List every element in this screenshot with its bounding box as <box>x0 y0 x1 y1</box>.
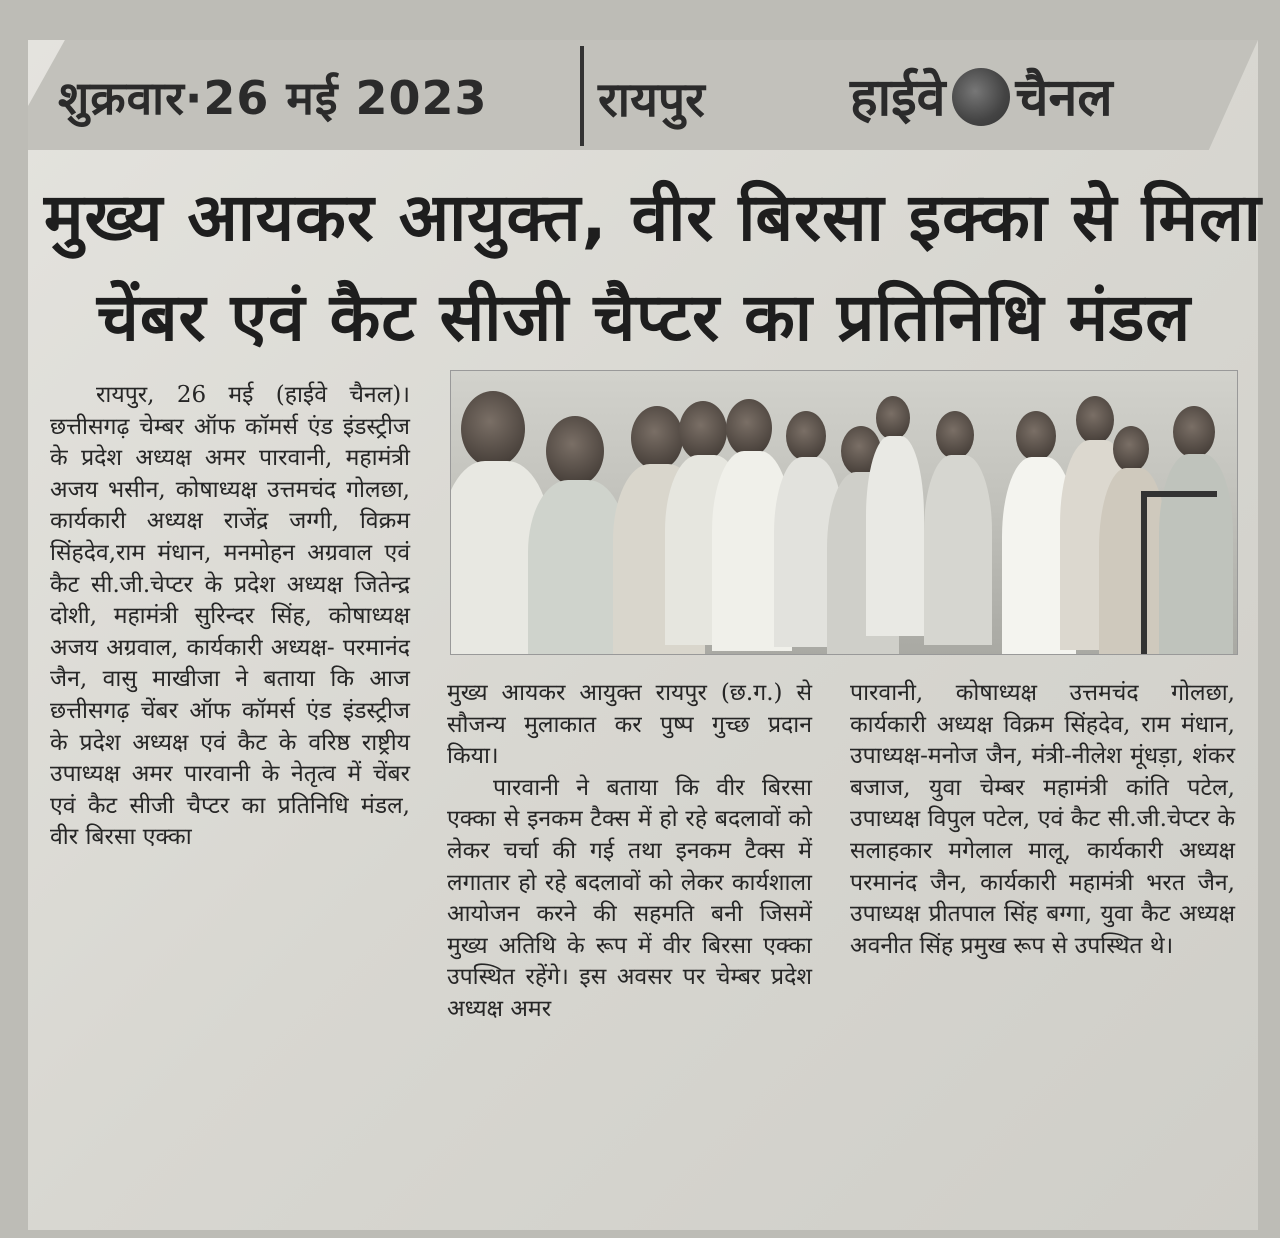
headline-line-1: मुख्य आयकर आयुक्त, वीर बिरसा इक्का से मिला <box>44 179 1262 256</box>
article-paragraph: पारवानी, कोषाध्यक्ष उत्तमचंद गोलछा, कार्यकारी अध्यक्ष विक्रम सिंहदेव, राम मंधान, उपाध्यक्ष-मनोज जैन, मंत्री-नीलेश मूंधड़ा, शंकर बजाज, युवा चेम्बर महामंत्री कांति पटेल, उपाध्यक्ष विपुल पटेल, एवं कैट सी.जी.चेप्टर के सलाहकार मगेलाल मालू, कार्यकारी अध्यक्ष परमानंद जैन, कार्यकारी महामंत्री भरत जैन, उपाध्यक्ष प्रीतपाल सिंह बग्गा, युवा कैट अध्यक्ष अवनीत सिंह प्रमुख रूप से उपस्थित थे। <box>850 680 1235 959</box>
brand-logo-icon <box>952 68 1010 126</box>
news-photo <box>450 370 1238 655</box>
newspaper-brand <box>850 60 1113 131</box>
headline-line-2: चेंबर एवं कैट सीजी चैप्टर का प्रतिनिधि मंडल <box>96 279 1192 356</box>
article-paragraph: मुख्य आयकर आयुक्त रायपुर (छ.ग.) से सौजन्य मुलाकात कर पुष्प गुच्छ प्रदान किया। <box>447 680 812 770</box>
brand-left: हाईवे <box>850 68 946 128</box>
photo-furniture <box>1141 491 1217 655</box>
article-column-2 <box>447 678 812 1026</box>
masthead-city: रायपुर <box>598 72 705 128</box>
article-column-3 <box>850 678 1235 962</box>
masthead-date: शुक्रवार·26 मई 2023 <box>58 71 488 125</box>
article-paragraph: रायपुर, 26 मई (हाईवे चैनल)। छत्तीसगढ़ चेम्बर ऑफ कॉमर्स एंड इंडस्ट्रीज के प्रदेश अध्यक्ष अमर पारवानी, महामंत्री अजय भसीन, कोषाध्यक्ष उत्तमचंद गोलछा, कार्यकारी अध्यक्ष राजेंद्र जग्गी, विक्रम सिंहदेव,राम मंधान, मनमोहन अग्रवाल एवं कैट सी.जी.चेप्टर के प्रदेश अध्यक्ष जितेन्द्र दोशी, महामंत्री सुरिन्दर सिंह, कोषाध्यक्ष अजय अग्रवाल, कार्यकारी अध्यक्ष- परमानंद जैन, वासु माखीजा ने बताया कि आज छत्तीसगढ़ चेंबर ऑफ कॉमर्स एंड इंडस्ट्रीज के प्रदेश अध्यक्ष एवं कैट के वरिष्ठ राष्ट्रीय उपाध्यक्ष अमर पारवानी के नेतृत्व में चेंबर एवं कैट सीजी चैप्टर का प्रतिनिधि मंडल, वीर बिरसा एक्का <box>50 382 410 851</box>
article-column-1 <box>50 380 410 854</box>
masthead-divider <box>580 46 584 146</box>
article-paragraph: पारवानी ने बताया कि वीर बिरसा एक्का से इनकम टैक्स में हो रहे बदलावों को लेकर चर्चा की गई तथा इनकम टैक्स में लगातार हो रहे बदलावों को लेकर कार्यशाला आयोजन करने की सहमति बनी जिसमें मुख्य अतिथि के रूप में वीर बिरसा एक्का उपस्थित रहेंगे। इस अवसर पर चेम्बर प्रदेश अध्यक्ष अमर <box>447 774 812 1022</box>
brand-right: चैनल <box>1015 68 1113 128</box>
